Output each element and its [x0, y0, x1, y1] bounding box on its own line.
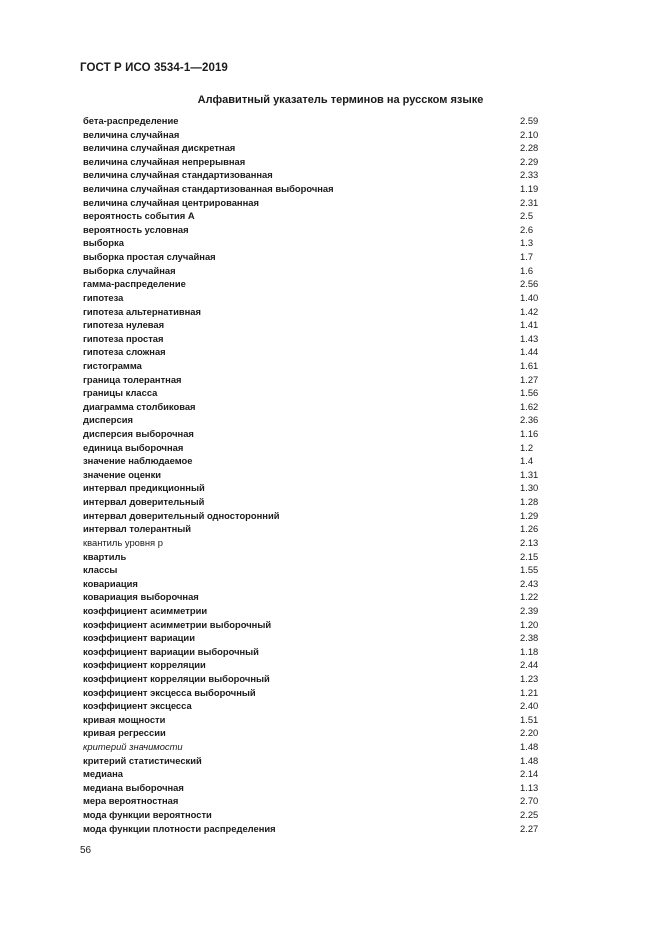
index-term: вероятность события А	[83, 210, 195, 222]
index-reference: 2.59	[520, 115, 539, 126]
index-entry	[83, 536, 553, 550]
index-reference: 2.31	[520, 196, 539, 208]
index-entry	[83, 373, 553, 387]
index-reference: 2.6	[520, 223, 534, 235]
index-term: кривая регрессии	[83, 727, 166, 739]
index-entry	[83, 141, 553, 155]
index-reference: 1.22	[520, 591, 539, 603]
index-entry	[83, 522, 553, 536]
index-reference: 2.33	[520, 169, 539, 181]
index-term: медиана выборочная	[83, 781, 184, 793]
index-reference: 1.27	[520, 373, 539, 385]
index-entry	[83, 822, 553, 836]
index-term: величина случайная дискретная	[83, 142, 236, 154]
index-entry	[83, 209, 553, 223]
index-entry	[83, 740, 553, 754]
index-reference: 2.29	[520, 155, 539, 167]
index-entry	[83, 509, 553, 523]
index-term: коэффициент эксцесса	[83, 700, 192, 712]
index-reference: 1.31	[520, 468, 539, 480]
index-entry	[83, 318, 553, 332]
index-term: величина случайная стандартизованная	[83, 169, 273, 181]
index-entry	[83, 808, 553, 822]
index-entry	[83, 563, 553, 577]
index-entry	[83, 427, 553, 441]
index-entry	[83, 767, 553, 781]
index-term: гипотеза	[83, 291, 124, 303]
index-reference: 2.38	[520, 632, 539, 644]
index-reference: 1.30	[520, 482, 539, 494]
index-entry	[83, 686, 553, 700]
index-term: гипотеза сложная	[83, 346, 166, 358]
index-reference: 2.40	[520, 700, 539, 712]
index-entry	[83, 413, 553, 427]
index-reference: 1.3	[520, 237, 534, 249]
index-term: мода функции плотности распределения	[83, 822, 276, 834]
index-reference: 1.42	[520, 305, 539, 317]
index-entry	[83, 618, 553, 632]
index-reference: 1.26	[520, 523, 539, 535]
index-term: граница толерантная	[83, 373, 182, 385]
index-reference: 1.62	[520, 400, 539, 412]
index-reference: 1.7	[520, 251, 534, 263]
index-term: критерий значимости	[83, 741, 183, 753]
index-reference: 1.18	[520, 645, 539, 657]
index-entry	[83, 468, 553, 482]
index-term: значение наблюдаемое	[83, 455, 193, 467]
index-term: кривая мощности	[83, 713, 166, 725]
index-entry	[83, 236, 553, 250]
index-reference: 2.15	[520, 550, 539, 562]
index-term: медиана	[83, 768, 123, 780]
index-term: гипотеза альтернативная	[83, 305, 201, 317]
index-entry	[83, 577, 553, 591]
index-entry	[83, 128, 553, 142]
index-term: выборка	[83, 237, 124, 249]
index-reference: 1.56	[520, 387, 539, 399]
index-entry	[83, 196, 553, 210]
index-term: квартиль	[83, 550, 127, 562]
index-reference: 2.43	[520, 577, 539, 589]
index-term: дисперсия	[83, 414, 133, 426]
index-term: интервал доверительный односторонний	[83, 509, 280, 521]
index-reference: 1.51	[520, 713, 539, 725]
index-reference: 1.48	[520, 741, 539, 753]
index-title: Алфавитный указатель терминов на русском языке	[197, 94, 484, 106]
index-reference: 1.21	[520, 686, 539, 698]
index-entry	[83, 223, 553, 237]
index-term: выборка простая случайная	[83, 251, 216, 263]
index-term: границы класса	[83, 387, 158, 399]
index-term: ковариация выборочная	[83, 591, 199, 603]
document-header: ГОСТ Р ИСО 3534-1—2019	[80, 62, 228, 74]
index-reference: 1.61	[520, 359, 539, 371]
index-reference: 1.13	[520, 781, 539, 793]
index-term: гипотеза простая	[83, 332, 164, 344]
index-entry	[83, 781, 553, 795]
index-reference: 2.5	[520, 210, 534, 222]
index-reference: 2.20	[520, 727, 539, 739]
index-term: интервал доверительный	[83, 496, 205, 508]
index-entry	[83, 481, 553, 495]
index-term: единица выборочная	[83, 441, 184, 453]
index-entry	[83, 794, 553, 808]
index-entry	[83, 277, 553, 291]
index-entry	[83, 658, 553, 672]
index-entry	[83, 155, 553, 169]
index-entry	[83, 550, 553, 564]
index-term: вероятность условная	[83, 223, 189, 235]
index-term: величина случайная стандартизованная выборочная	[83, 183, 334, 195]
index-entry	[83, 454, 553, 468]
index-reference: 1.40	[520, 291, 539, 303]
index-entry	[83, 168, 553, 182]
index-entry	[83, 672, 553, 686]
index-term: бета-распределение	[83, 115, 179, 126]
index-reference: 1.41	[520, 319, 539, 331]
index-term: коэффициент вариации	[83, 632, 195, 644]
index-reference: 1.19	[520, 183, 539, 195]
index-term: коэффициент корреляции выборочный	[83, 672, 270, 684]
index-term: коэффициент корреляции	[83, 659, 206, 671]
index-entry	[83, 713, 553, 727]
index-entry	[83, 386, 553, 400]
index-reference: 1.20	[520, 618, 539, 630]
index-reference: 1.48	[520, 754, 539, 766]
index-entry	[83, 250, 553, 264]
page-number: 56	[80, 845, 92, 856]
index-term: величина случайная непрерывная	[83, 155, 246, 167]
index-entry	[83, 114, 553, 128]
index-reference: 1.16	[520, 428, 539, 440]
index-reference: 2.70	[520, 795, 539, 807]
index-term: выборка случайная	[83, 264, 176, 276]
index-reference: 1.44	[520, 346, 539, 358]
index-term: интервал предикционный	[83, 482, 205, 494]
index-reference: 1.43	[520, 332, 539, 344]
index-reference: 1.2	[520, 441, 534, 453]
index-term: ковариация	[83, 577, 138, 589]
index-term: интервал толерантный	[83, 523, 192, 535]
index-term: гипотеза нулевая	[83, 319, 165, 331]
index-reference: 2.25	[520, 809, 539, 821]
index-term: величина случайная центрированная	[83, 196, 259, 208]
index-reference: 1.28	[520, 496, 539, 508]
index-entry	[83, 754, 553, 768]
index-term: квантиль уровня p	[83, 536, 163, 548]
index-term: мода функции вероятности	[83, 809, 212, 821]
index-entry	[83, 495, 553, 509]
index-term: коэффициент асимметрии	[83, 604, 208, 616]
index-entry	[83, 645, 553, 659]
term-index-list	[83, 114, 553, 835]
index-reference: 1.6	[520, 264, 534, 276]
index-reference: 2.27	[520, 822, 539, 834]
index-entry	[83, 291, 553, 305]
index-reference: 2.44	[520, 659, 539, 671]
index-reference: 1.4	[520, 455, 534, 467]
index-term: дисперсия выборочная	[83, 428, 194, 440]
index-reference: 2.56	[520, 278, 539, 290]
index-entry	[83, 264, 553, 278]
index-term: критерий статистический	[83, 754, 202, 766]
index-reference: 1.29	[520, 509, 539, 521]
index-entry	[83, 726, 553, 740]
index-reference: 1.55	[520, 564, 539, 576]
index-term: величина случайная	[83, 128, 180, 140]
index-entry	[83, 604, 553, 618]
index-reference: 2.14	[520, 768, 539, 780]
index-term: гистограмма	[83, 359, 142, 371]
index-reference: 2.28	[520, 142, 539, 154]
index-entry	[83, 182, 553, 196]
index-entry	[83, 332, 553, 346]
index-entry	[83, 400, 553, 414]
index-term: коэффициент эксцесса выборочный	[83, 686, 256, 698]
index-term: мера вероятностная	[83, 795, 179, 807]
index-reference: 1.23	[520, 672, 539, 684]
index-reference: 2.13	[520, 536, 539, 548]
index-term: коэффициент асимметрии выборочный	[83, 618, 272, 630]
index-term: коэффициент вариации выборочный	[83, 645, 259, 657]
index-entry	[83, 345, 553, 359]
index-entry	[83, 699, 553, 713]
index-reference: 2.36	[520, 414, 539, 426]
index-entry	[83, 441, 553, 455]
index-term: значение оценки	[83, 468, 162, 480]
index-term: классы	[83, 564, 118, 576]
index-reference: 2.10	[520, 128, 539, 140]
index-reference: 2.39	[520, 604, 539, 616]
index-entry	[83, 305, 553, 319]
index-entry	[83, 590, 553, 604]
index-term: гамма-распределение	[83, 278, 186, 290]
index-term: диаграмма столбиковая	[83, 400, 196, 412]
index-entry	[83, 359, 553, 373]
index-entry	[83, 631, 553, 645]
